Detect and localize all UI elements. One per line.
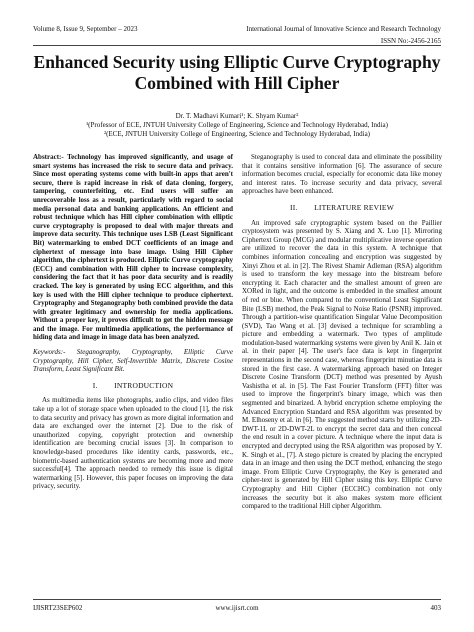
header-journal: International Journal of Innovative Science and Research Technology — [246, 25, 441, 33]
authors: Dr. T. Madhavi Kumari¹; K. Shyam Kumar² — [175, 112, 299, 120]
title-line-2: Combined with Hill Cipher — [134, 73, 340, 93]
steganography-paragraph: Steganography is used to conceal data and eliminate the possibility that it contains sensitive information [6]. The assurance of secure information becomes crucial, especially for economic data like money and interest rates. To increase security and data privacy, several approaches have been enhanced. — [242, 153, 442, 196]
introduction-paragraph: As multimedia items like photographs, audio clips, and video files take up a lot of storage space when uploaded to the cloud [1], the risk to data security and privacy has grown as more digital information and data are exchanged over the internet [2]. Due to the risk of unauthorized copying, copyright protection and ownership identification are becoming crucial issues [3]. In comparison to knowledge-based procedures like identity cards, passwords, etc., biometric-based authentication systems are becoming more and more successful[4]. The approach needed to remedy this issue is digital watermarking [5]. However, this paper focuses on improving the data privacy, security. — [33, 396, 233, 491]
abstract: Abstract:- Technology has improved significantly, and usage of smart systems has increased the risk to secure data and privacy. Since most operating systems come with built-in apps that aren't secure, there is rapid increase in risk of data cloning, forgery, tampering, counterfeiting, etc. End users will suffer an unrecoverable loss as a result, particularly with regard to social media personal data and banking applications. An efficient and robust technique which has Hill cipher combination with elliptic curve cryptography is proposed to deal with major threats and improve data security. This technique uses LSB (Least Significant Bit) watermarking to embed DCT coefficients of an image and ciphertext of message into base image. Using Hill Cipher algorithm, the ciphertext is produced. Elliptic Curve cryptography (ECC) and combination with Hill cipher to increase complexity, considering the fact that it has poor data security and is readily cracked. The key is generated by using ECC algorithm, and this key is used with the Hill cipher technique to produce ciphertext. Cryptography and Steganography both combined provide the data with greater legitimacy and ownership for media applications. Without a proper key, it proves difficult to get the hidden message and the image. For multimedia applications, the performance of hiding data and image in image data has been analyzed. — [33, 153, 233, 342]
footer-page-number: 403 — [430, 604, 441, 612]
section-title: LITERATURE REVIEW — [314, 202, 394, 212]
section-number: I. — [92, 380, 98, 390]
paper-title — [20, 52, 454, 94]
title-line-1: Enhanced Security using Elliptic Curve Cryptography — [33, 52, 441, 72]
footer-paper-id: IJISRT23SEP602 — [33, 604, 83, 612]
section-heading-literature-review — [242, 204, 442, 213]
right-column — [242, 153, 442, 517]
header-issn: ISSN No:-2456-2165 — [380, 37, 441, 45]
header-volume: Volume 8, Issue 9, September – 2023 — [33, 25, 138, 33]
left-column — [33, 153, 233, 497]
footer-website: www.ijisrt.com — [215, 604, 259, 612]
header-rule — [33, 45, 441, 46]
affiliation-1: ¹(Professor of ECE, JNTUH University College of Engineering, Science and Technology Hyderabad, India) — [86, 121, 388, 129]
section-title: INTRODUCTION — [114, 380, 174, 390]
section-heading-introduction — [33, 382, 233, 391]
keywords: Keywords:- Steganography, Cryptography, Elliptic Curve Cryptography, Hill Cipher, Self-Invertible Matrix, Discrete Cosine Transform, Least Significant Bit. — [33, 348, 233, 374]
affiliation-2: ²(ECE, JNTUH University College of Engineering, Science and Technology Hyderabad, India) — [103, 130, 371, 138]
literature-review-paragraph: An improved safe cryptographic system based on the Paillier cryptosystem was presented by S. Xiang and X. Luo [1]. Mirroring Ciphertext Group (MCG) and modular multiplicative inverse operation are utilized to recover the data in this system. A technique that combines information concealing and encryption was suggested by Xinyi Zhou et al. in [2]. The Rivest Shamir Adleman (RSA) algorithm is used to transform the key message into the bitstream before encrypting it. Each character and the smallest amount of green are XORed in light, and the outcome is embedded in the smallest amount of red or blue. When compared to the conventional Least Significant Bite (LSB) method, the Peak Signal to Noise Ratio (PSNR) improved. Through a partition-wise quantification Singular Value Decomposition (SVD), Tao Wang et al. [3] devised a technique for scrambling a picture and embedding a watermark. Two types of amplitude modulation-based watermarking systems were given by Anil K. Jain et al. in their paper [4]. The user's face data is kept in fingerprint representations in the second case, whereas fingerprint minutiae data is stored in the first case. A watermarking approach based on Integer Discrete Cosine Transform (DCT) method was presented by Ayush Vashistha et al. in [5]. The Fast Fourier Transform (FFT) filter was used to improve the fingerprint's binary image, which was then segmented and binarized. A hybrid encryption scheme employing the Advanced Encryption Standard and RSA algorithm was presented by M. Elhoseny et al. in [6]. The suggested method starts by utilizing 2D-DWT-1L or 2D-DWT-2L to encrypt the secret data and then conceal the end result in a cover picture. A technique where the input data is encrypted and decrypted using the RSA algorithm was proposed by Y. K. Singh et al., [7]. A stego picture is created by placing the encrypted data in an image and then using the DCT method, enhancing the stego image. From Elliptic Curve Cryptography, the Key is generated and cipher-text is generated by Hill Cipher using this key. Elliptic Curve Cryptography and Hill Cipher (ECCHC) combination not only increases the security but it also makes system more efficient compared to the traditional Hill cipher Algorithm. — [242, 218, 442, 511]
footer-rule — [33, 599, 441, 600]
section-number: II. — [290, 202, 298, 212]
